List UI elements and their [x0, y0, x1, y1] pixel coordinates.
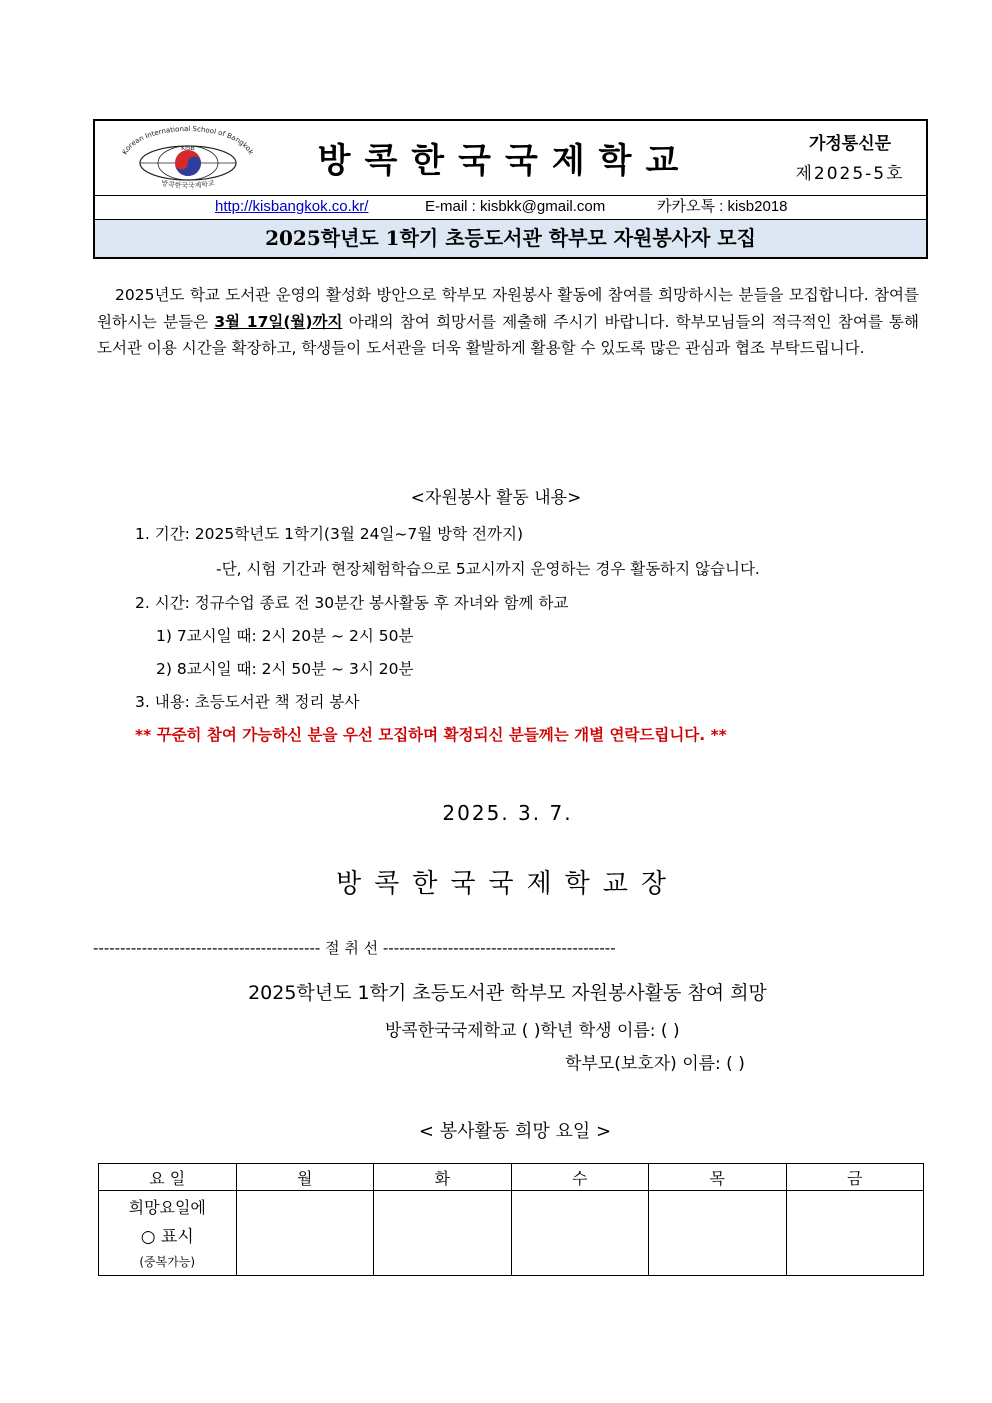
row-label-line3: (중복가능) [139, 1255, 196, 1269]
activity-time-8th: 2) 8교시일 때: 2시 50분 ~ 3시 20분 [156, 660, 414, 678]
deadline-text: 3월 17일(월)까지 [214, 312, 343, 331]
logo-bottom-text: 방콕한국국제학교 [160, 179, 216, 190]
fri-mark-cell[interactable] [786, 1191, 924, 1276]
activity-period-note: -단, 시험 기간과 현장체험학습으로 5교시까지 운영하는 경우 활동하지 않습니다. [216, 560, 760, 578]
parent-name-line[interactable]: 학부모(보호자) 이름: ( ) [565, 1054, 745, 1074]
title-band [95, 220, 926, 257]
intro-paragraph [97, 282, 919, 362]
wed-mark-cell[interactable] [511, 1191, 649, 1276]
activity-time-7th: 1) 7교시일 때: 2시 20분 ~ 2시 50분 [156, 627, 414, 645]
preferred-days-table [98, 1163, 924, 1276]
logo-center-text: KISB [181, 145, 195, 152]
kisb-emblem-icon [113, 123, 263, 193]
row-label-line1: 희망요일에 [128, 1198, 206, 1217]
issue-date: 2025. 3. 7. [442, 801, 573, 825]
letterhead [93, 119, 928, 259]
table-header-wed: 수 [511, 1164, 649, 1191]
row-label-line2: ○ 표시 [140, 1227, 194, 1247]
school-name: 방콕한국국제학교 [317, 141, 693, 181]
cut-line: ------------------------------------------ 절 취 선 ------------------------------------------- [93, 939, 616, 957]
table-header-label: 요 일 [99, 1164, 237, 1191]
form-title: 2025학년도 1학기 초등도서관 학부모 자원봉사활동 참여 희망 [248, 982, 767, 1004]
logo-top-text: Korean International School of Bangkok [120, 124, 256, 157]
letterhead-top-row [95, 121, 926, 196]
contact-row [95, 195, 926, 220]
activity-heading: <자원봉사 활동 내용> [410, 488, 582, 508]
activity-time: 2. 시간: 정규수업 종료 전 30분간 봉사활동 후 자녀와 함께 하교 [135, 594, 569, 612]
website-link[interactable]: http://kisbangkok.co.kr/ [215, 198, 369, 215]
activity-period: 1. 기간: 2025학년도 1학기(3월 24일~7월 방학 전까지) [135, 525, 524, 543]
table-header-fri: 금 [786, 1164, 924, 1191]
school-logo [113, 123, 263, 193]
email-text: E-mail : kisbkk@gmail.com [425, 198, 606, 215]
table-header-row [99, 1164, 924, 1191]
priority-notice: ** 꾸준히 참여 가능하신 분을 우선 모집하며 확정되신 분들께는 개별 연락드립니다. ** [135, 726, 727, 744]
row-label-cell [99, 1191, 237, 1276]
table-header-tue: 화 [374, 1164, 512, 1191]
notice-title: 2025학년도 1학기 초등도서관 학부모 자원봉사자 모집 [265, 226, 756, 250]
student-name-line[interactable]: 방콕한국국제학교 ( )학년 학생 이름: ( ) [385, 1021, 680, 1041]
days-heading: < 봉사활동 희망 요일 > [418, 1121, 612, 1142]
tue-mark-cell[interactable] [374, 1191, 512, 1276]
issue-number: 제2025-5호 [795, 164, 905, 184]
principal-signature: 방콕한국국제학교장 [335, 869, 680, 899]
table-header-thu: 목 [649, 1164, 787, 1191]
kakao-text: 카카오톡 : kisb2018 [657, 198, 788, 215]
newsletter-label: 가정통신문 [808, 134, 892, 154]
intro-text-after: 아래의 참여 희망서를 제출해 주시기 바랍니다. 학부모님들의 적극적인 참여를 통해 도서관 이용 시간을 확장하고, 학생들이 도서관을 더욱 활발하게 활용할 수 있도록 많은 관심과 협조 부탁드립니다. [97, 312, 919, 357]
mon-mark-cell[interactable] [236, 1191, 374, 1276]
table-header-mon: 월 [236, 1164, 374, 1191]
activity-content: 3. 내용: 초등도서관 책 정리 봉사 [135, 693, 360, 711]
table-row [99, 1191, 924, 1276]
thu-mark-cell[interactable] [649, 1191, 787, 1276]
intro-text-before: 2025년도 학교 도서관 운영의 활성화 방안으로 학부모 자원봉사 활동에 참여를 희망하시는 분들을 모집합니다. 참여를 원하시는 분들은 [97, 286, 919, 331]
